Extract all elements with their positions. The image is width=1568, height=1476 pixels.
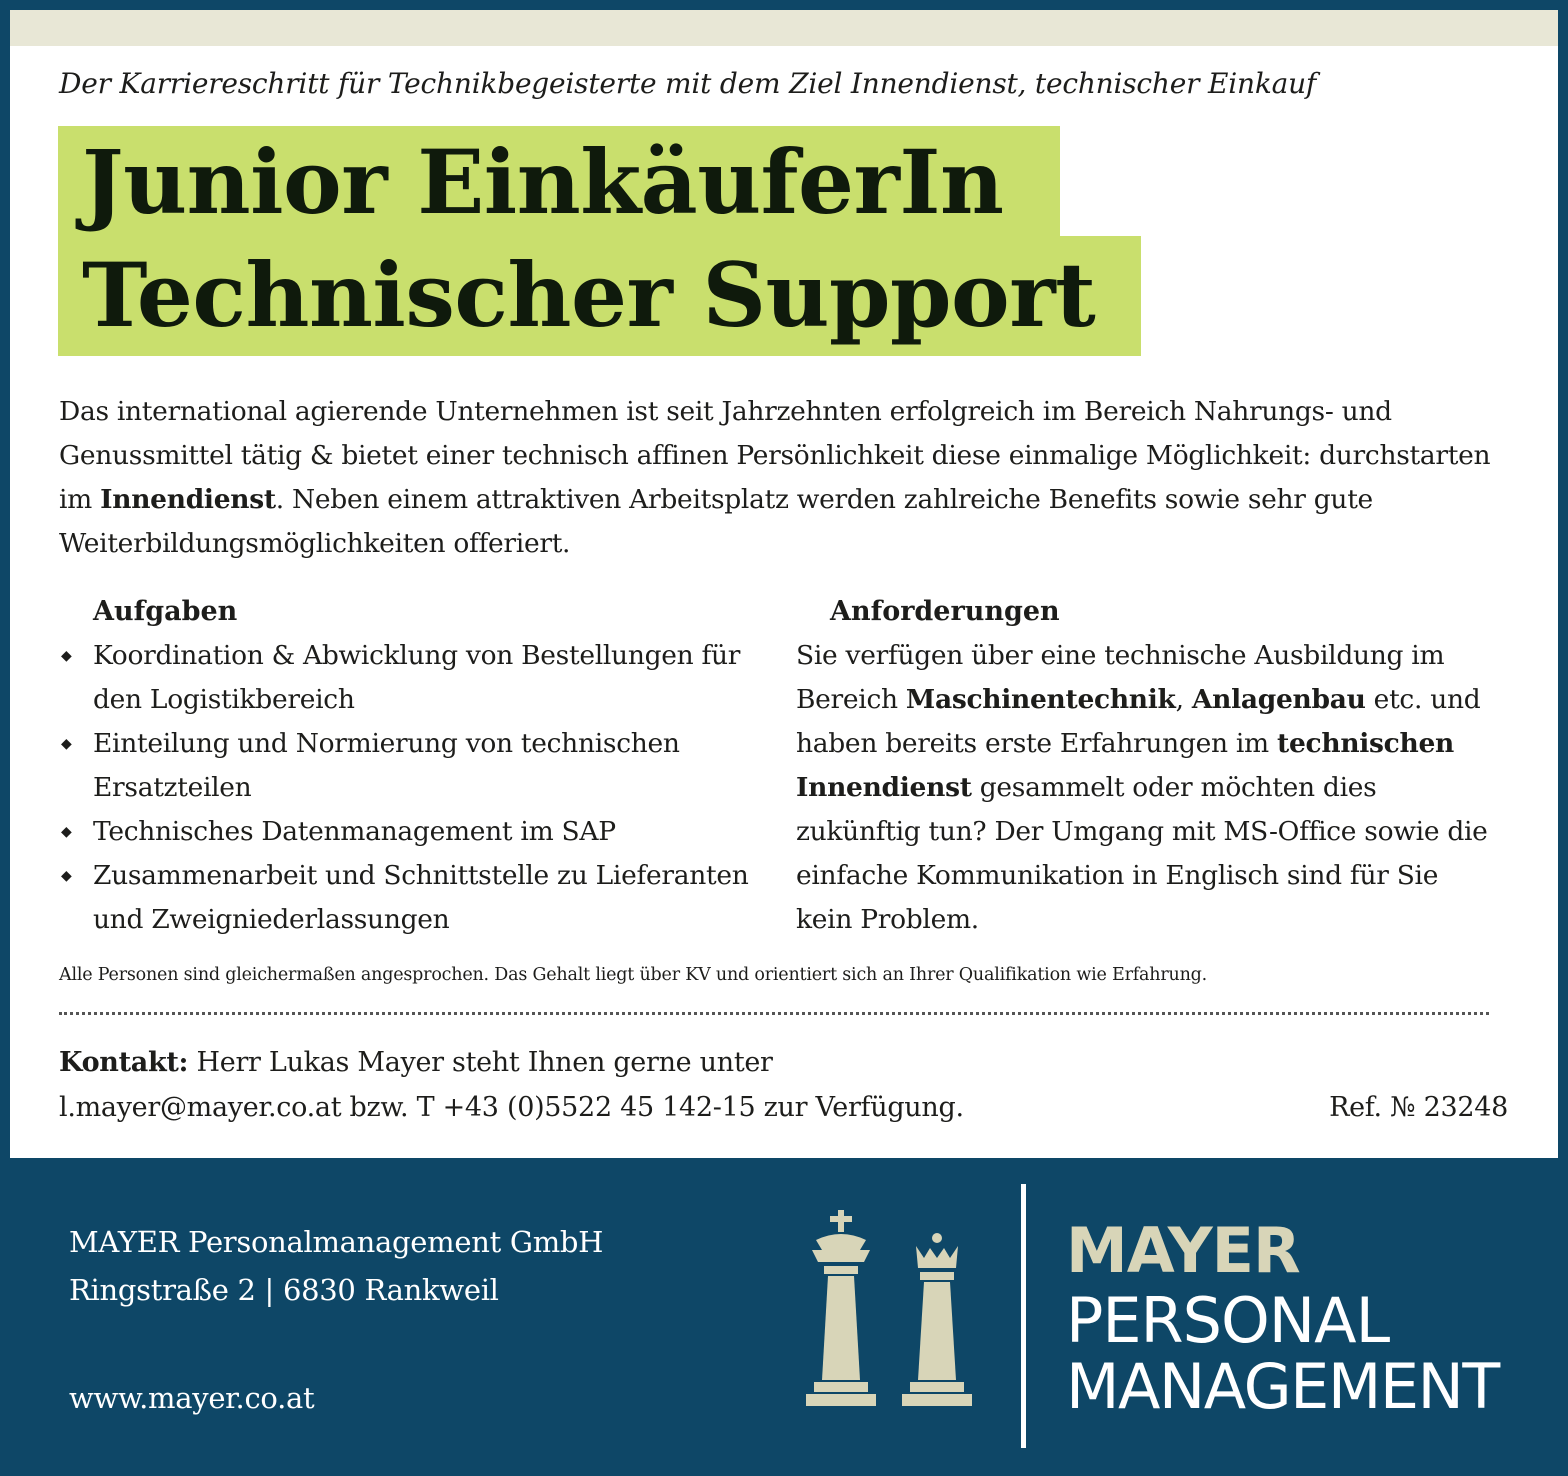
- intro-bold: Innendienst: [100, 484, 276, 515]
- req-bold-2: Anlagenbau: [1191, 684, 1366, 715]
- company-name: MAYER Personalmanagement GmbH: [69, 1225, 604, 1259]
- top-band: [10, 10, 1558, 46]
- task-text: Technisches Datenmanagement im SAP: [93, 816, 616, 847]
- diamond-bullet-icon: ◆: [61, 736, 72, 752]
- footer-divider: [1021, 1184, 1026, 1448]
- contact-line-1: [59, 1040, 1159, 1085]
- intro-text-1: Das international agierende Unternehmen ist seit Jahrzehnten erfolgreich im Bereich Nahrungs- und Genussmittel tätig & bietet einer technisch affinen Persönlichkeit diese einmalige Möglichkeit: durchstarten im: [59, 396, 1491, 515]
- req-bold-3: technischen Innendienst: [796, 728, 1455, 803]
- website-link[interactable]: www.mayer.co.at: [69, 1381, 315, 1415]
- contact-text: Herr Lukas Mayer steht Ihnen gerne unter: [188, 1047, 773, 1078]
- diamond-bullet-icon: ◆: [61, 648, 72, 664]
- equality-note: Alle Personen sind gleichermaßen angesprochen. Das Gehalt liegt über KV und orientiert sich an Ihrer Qualifikation wie Erfahrung.: [59, 965, 1208, 985]
- brand-line-3: MANAGEMENT: [1066, 1350, 1499, 1423]
- req-bold-1: Maschinentechnik: [905, 684, 1176, 715]
- req-text-2: ,: [1175, 684, 1192, 715]
- job-title-line-1: Junior EinkäuferIn: [58, 126, 1060, 238]
- contact-label: Kontakt:: [59, 1047, 189, 1078]
- task-text: Zusammenarbeit und Schnittstelle zu Lieferanten und Zweigniederlassungen: [93, 860, 749, 935]
- brand-line-2: PERSONAL: [1066, 1284, 1390, 1357]
- contact-line-2[interactable]: l.mayer@mayer.co.at bzw. T +43 (0)5522 45 142-15 zur Verfügung.: [59, 1092, 964, 1123]
- task-text: Koordination & Abwicklung von Bestellungen für den Logistikbereich: [93, 640, 741, 715]
- brand-line-1: MAYER: [1066, 1214, 1300, 1287]
- tasks-column: [59, 590, 779, 942]
- req-text-3: etc. und haben bereits erste Erfahrungen im: [796, 684, 1481, 759]
- list-item: [59, 722, 779, 810]
- intro-text-2: . Neben einem attraktiven Arbeitsplatz werden zahlreiche Benefits sowie sehr gute Weiterbildungsmöglichkeiten offeriert.: [59, 484, 1373, 559]
- contact-block: [59, 1040, 1159, 1130]
- company-address: Ringstraße 2 | 6830 Rankweil: [69, 1273, 499, 1307]
- req-text-1: Sie verfügen über eine technische Ausbildung im Bereich: [796, 640, 1445, 715]
- dotted-divider: [59, 1012, 1489, 1015]
- diamond-bullet-icon: ◆: [61, 868, 72, 884]
- list-item: [59, 810, 779, 854]
- requirements-heading: Anforderungen: [830, 596, 1060, 627]
- chess-king-queen-icon: [800, 1210, 990, 1410]
- requirements-column: [796, 590, 1496, 942]
- task-text: Einteilung und Normierung von technischen Ersatzteilen: [93, 728, 680, 803]
- intro-paragraph: [59, 390, 1499, 566]
- reference-number: Ref. № 23248: [1329, 1092, 1508, 1123]
- diamond-bullet-icon: ◆: [61, 824, 72, 840]
- requirements-text: [796, 634, 1496, 942]
- tasks-heading: Aufgaben: [93, 596, 238, 627]
- list-item: [59, 854, 779, 942]
- tagline: Der Karriereschritt für Technikbegeisterte mit dem Ziel Innendienst, technischer Einkauf: [59, 67, 1317, 100]
- list-item: [59, 634, 779, 722]
- job-title-line-2: Technischer Support: [58, 236, 1141, 356]
- req-text-4: gesammelt oder möchten dies zukünftig tun? Der Umgang mit MS-Office sowie die einfache Kommunikation in Englisch sind für Sie kein Problem.: [796, 772, 1488, 935]
- tasks-list: [59, 634, 779, 942]
